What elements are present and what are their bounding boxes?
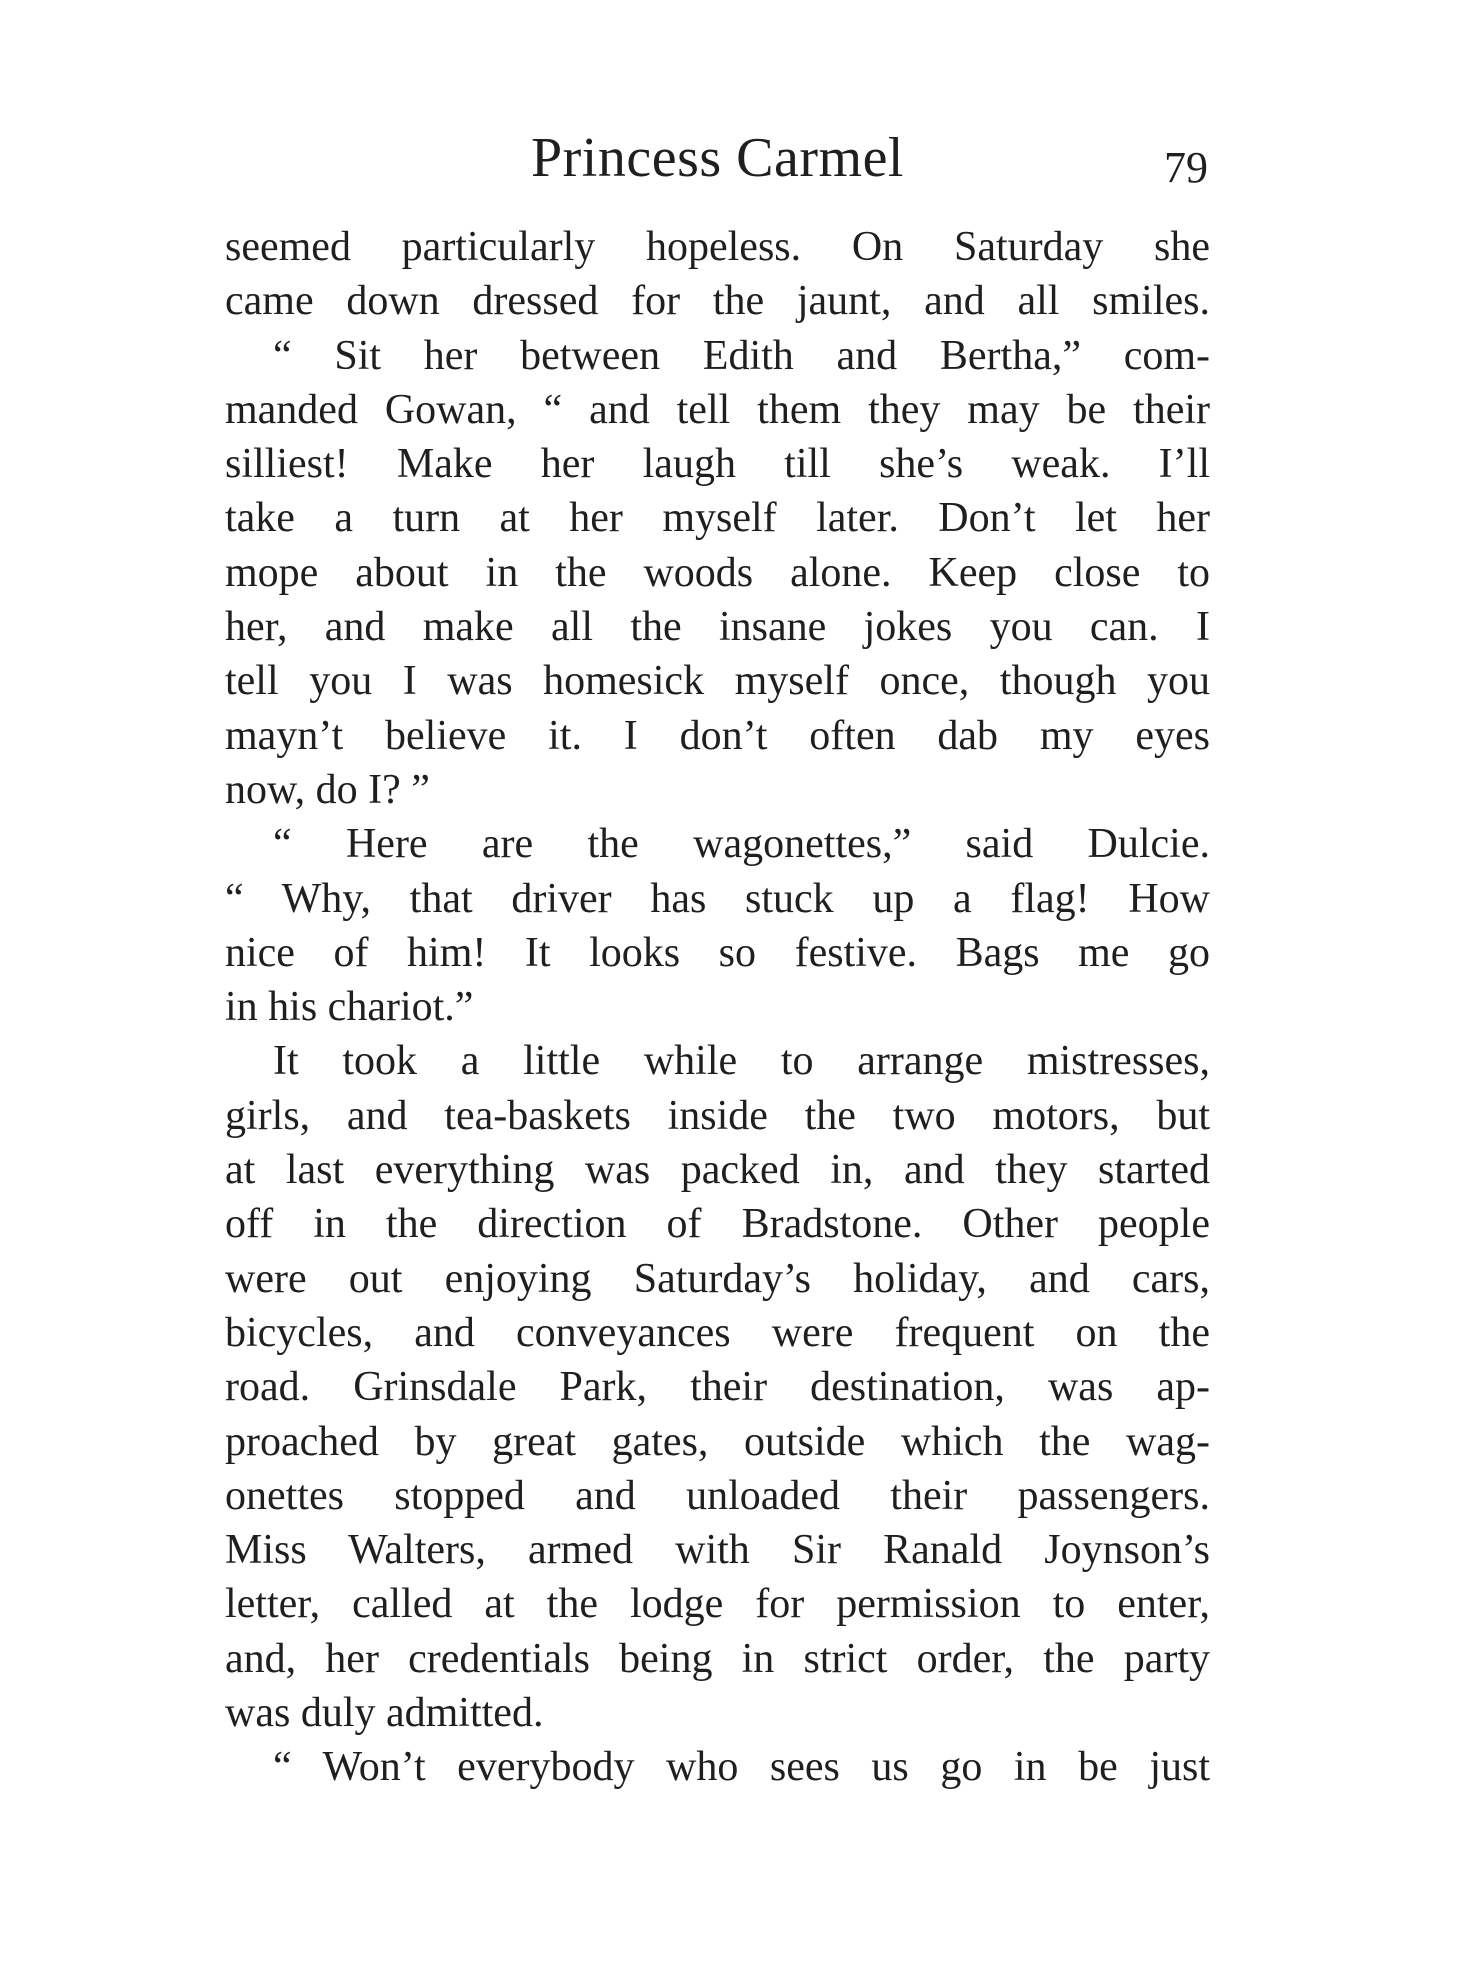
text-line: letter, called at the lodge for permission to enter, xyxy=(225,1581,1210,1628)
text-line: “ Here are the wagonettes,” said Dulcie. xyxy=(273,821,1210,868)
text-line: came down dressed for the jaunt, and all smiles. xyxy=(225,278,1210,325)
text-line: tell you I was homesick myself once, though you xyxy=(225,658,1210,705)
text-line: were out enjoying Saturday’s holiday, and cars, xyxy=(225,1255,1210,1302)
text-line: her, and make all the insane jokes you can. I xyxy=(225,604,1210,651)
running-title: Princess Carmel xyxy=(531,127,904,189)
text-line: nice of him! It looks so festive. Bags me go xyxy=(225,929,1210,976)
text-line: “ Won’t everybody who sees us go in be just xyxy=(273,1744,1210,1791)
page-number: 79 xyxy=(1164,143,1208,192)
text-line: was duly admitted. xyxy=(225,1690,544,1737)
text-line: manded Gowan, “ and tell them they may be their xyxy=(225,386,1210,433)
text-line: and, her credentials being in strict order, the party xyxy=(225,1635,1210,1682)
text-line: “ Why, that driver has stuck up a flag! How xyxy=(225,875,1210,922)
text-line: girls, and tea-baskets inside the two motors, but xyxy=(225,1092,1210,1139)
text-line: bicycles, and conveyances were frequent on the xyxy=(225,1309,1210,1356)
text-line: now, do I? ” xyxy=(225,766,430,813)
text-line: onettes stopped and unloaded their passengers. xyxy=(225,1472,1210,1519)
text-line: mope about in the woods alone. Keep close to xyxy=(225,549,1210,596)
text-line: “ Sit her between Edith and Bertha,” com- xyxy=(273,332,1210,379)
text-line: mayn’t believe it. I don’t often dab my eyes xyxy=(225,712,1210,759)
text-line: proached by great gates, outside which the wag- xyxy=(225,1418,1210,1465)
text-line: take a turn at her myself later. Don’t let her xyxy=(225,495,1210,542)
text-line: in his chariot.” xyxy=(225,984,474,1031)
text-line: silliest! Make her laugh till she’s weak. I’ll xyxy=(225,441,1210,488)
text-line: at last everything was packed in, and they started xyxy=(225,1147,1210,1194)
running-head xyxy=(225,118,1210,198)
text-line: off in the direction of Bradstone. Other people xyxy=(225,1201,1210,1248)
text-line: seemed particularly hopeless. On Saturday she xyxy=(225,224,1210,270)
text-line: Miss Walters, armed with Sir Ranald Joynson’s xyxy=(225,1527,1210,1574)
text-line: road. Grinsdale Park, their destination, was ap- xyxy=(225,1364,1210,1411)
text-line: It took a little while to arrange mistresses, xyxy=(273,1038,1210,1085)
body-text xyxy=(225,220,1210,1795)
